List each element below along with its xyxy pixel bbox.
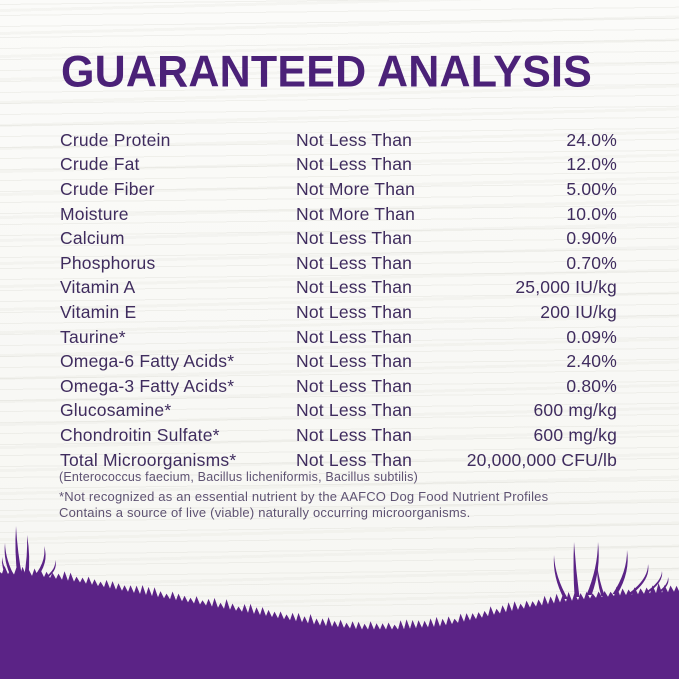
value-text: 0.90% [566, 228, 617, 249]
value-text: 200 IU/kg [540, 301, 617, 322]
table-row [60, 300, 617, 325]
condition-text: Not More Than [296, 178, 415, 199]
condition-text: Not Less Than [296, 400, 413, 421]
table-row [60, 399, 617, 424]
page-title: GUARANTEED ANALYSIS [61, 47, 593, 97]
nutrient-name: Moisture [60, 203, 129, 224]
value-text: 25,000 IU/kg [515, 277, 617, 298]
condition-text: Not Less Than [296, 301, 413, 322]
nutrient-name: Phosphorus [60, 252, 156, 273]
condition-text: Not Less Than [296, 228, 413, 249]
nutrient-name: Crude Fiber [60, 178, 155, 199]
table-row [60, 128, 617, 153]
value-text: 20,000,000 CFU/lb [466, 449, 617, 470]
table-row [60, 226, 617, 251]
nutrient-name: Omega-3 Fatty Acids* [60, 375, 235, 396]
condition-text: Not Less Than [296, 326, 413, 347]
condition-text: Not Less Than [296, 351, 413, 372]
condition-text: Not Less Than [296, 252, 413, 273]
microorganism-species-note: (Enterococcus faecium, Bacillus licheniformis, Bacillus subtilis) [59, 470, 418, 484]
value-text: 0.09% [566, 326, 617, 347]
condition-text: Not Less Than [296, 129, 413, 150]
footnote-line-1: *Not recognized as an essential nutrient by the AAFCO Dog Food Nutrient Profiles [59, 489, 549, 504]
condition-text: Not More Than [296, 203, 415, 224]
table-row [60, 374, 617, 399]
nutrient-name: Chondroitin Sulfate* [60, 424, 220, 445]
table-row [60, 423, 617, 448]
nutrient-name: Total Microorganisms* [60, 449, 237, 470]
condition-text: Not Less Than [296, 375, 413, 396]
condition-text: Not Less Than [296, 424, 413, 445]
value-text: 0.80% [566, 375, 617, 396]
nutrient-name: Calcium [60, 228, 125, 249]
condition-text: Not Less Than [296, 449, 413, 470]
table-row [60, 349, 617, 374]
value-text: 12.0% [566, 154, 617, 175]
table-row [60, 325, 617, 350]
nutrient-name: Glucosamine* [60, 400, 172, 421]
value-text: 5.00% [566, 178, 617, 199]
guaranteed-analysis-table [60, 128, 617, 472]
value-text: 10.0% [566, 203, 617, 224]
value-text: 600 mg/kg [533, 424, 617, 445]
aafco-footnote [59, 489, 548, 521]
nutrient-name: Taurine* [60, 326, 126, 347]
nutrient-name: Vitamin A [60, 277, 136, 298]
nutrient-name: Crude Protein [60, 129, 171, 150]
value-text: 24.0% [566, 129, 617, 150]
value-text: 0.70% [566, 252, 617, 273]
table-row [60, 251, 617, 276]
table-row [60, 153, 617, 178]
table-row [60, 177, 617, 202]
condition-text: Not Less Than [296, 154, 413, 175]
value-text: 2.40% [566, 351, 617, 372]
table-row [60, 276, 617, 301]
nutrient-name: Omega-6 Fatty Acids* [60, 351, 235, 372]
grass-silhouette [0, 519, 679, 679]
footnote-line-2: Contains a source of live (viable) naturally occurring microorganisms. [59, 505, 471, 521]
value-text: 600 mg/kg [533, 400, 617, 421]
condition-text: Not Less Than [296, 277, 413, 298]
nutrient-name: Crude Fat [60, 154, 140, 175]
nutrient-name: Vitamin E [60, 301, 137, 322]
table-row [60, 202, 617, 227]
table-row [60, 448, 617, 473]
